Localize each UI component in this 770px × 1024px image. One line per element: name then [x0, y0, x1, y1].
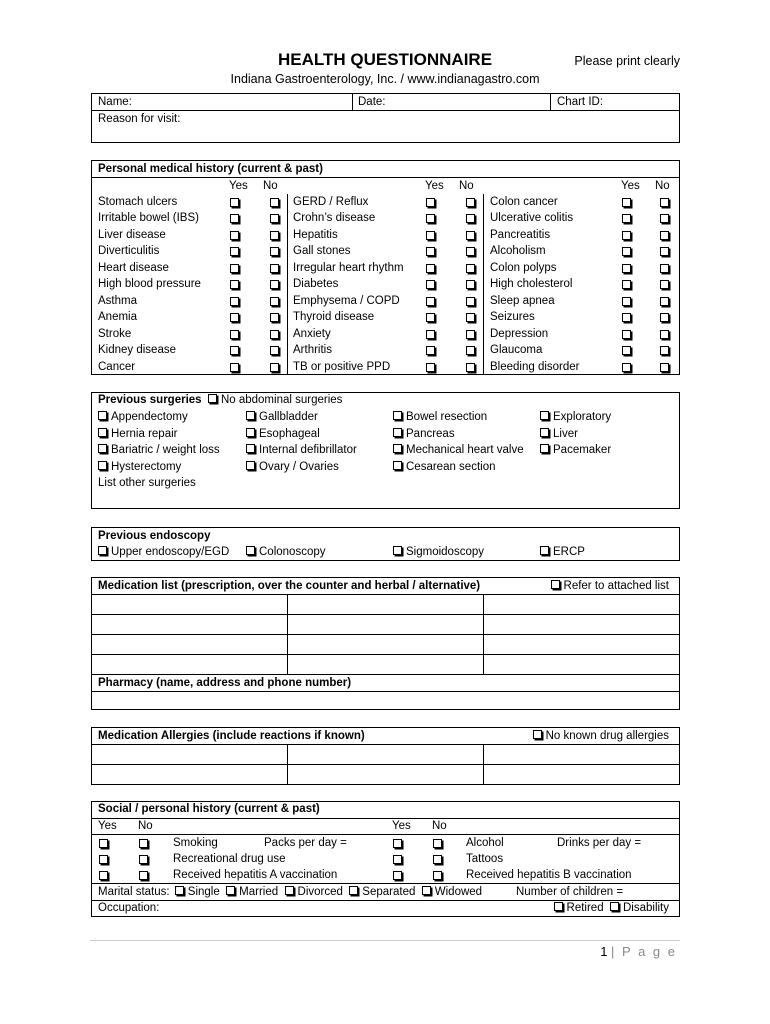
marital-single[interactable]: Single [187, 886, 220, 898]
checkbox[interactable] [393, 546, 402, 555]
drug-use-label: Recreational drug use [173, 853, 286, 865]
marital-status-label: Marital status: [98, 886, 170, 898]
condition-no-checkbox[interactable] [660, 297, 669, 306]
surgery-option[interactable] [393, 443, 524, 458]
no-header: No [263, 180, 278, 192]
surgery-label: Internal defibrillator [259, 444, 357, 456]
condition-label: Crohn’s disease [293, 212, 376, 225]
checkbox[interactable] [393, 411, 402, 420]
condition-yes-checkbox[interactable] [622, 198, 631, 207]
drinks-per-day-label: Drinks per day = [557, 837, 642, 849]
checkbox[interactable] [98, 411, 107, 420]
condition-label: Anxiety [293, 327, 331, 340]
checkbox[interactable] [393, 461, 402, 470]
surgery-option[interactable] [98, 410, 188, 425]
surgery-label: Bariatric / weight loss [111, 444, 220, 456]
checkbox[interactable] [422, 886, 431, 895]
surgery-option[interactable] [98, 443, 220, 458]
condition-no-checkbox[interactable] [466, 231, 475, 240]
condition-label: Pancreatitis [490, 228, 551, 241]
condition-no-checkbox[interactable] [660, 198, 669, 207]
surgery-label: Gallbladder [259, 411, 318, 423]
checkbox[interactable] [285, 886, 294, 895]
checkbox[interactable] [349, 886, 358, 895]
condition-label: Heart disease [98, 261, 169, 274]
checkbox[interactable] [175, 886, 184, 895]
no-abdominal-surgeries-option[interactable]: No abdominal surgeries [220, 394, 343, 406]
condition-label: Gall stones [293, 245, 351, 258]
date-field[interactable]: Date: [358, 96, 386, 108]
condition-no-checkbox[interactable] [660, 231, 669, 240]
checkbox[interactable] [551, 580, 560, 589]
condition-no-checkbox[interactable] [270, 297, 279, 306]
condition-no-checkbox[interactable] [660, 346, 669, 355]
checkbox[interactable] [246, 546, 255, 555]
checkbox[interactable] [540, 444, 549, 453]
surgery-label: Pancreas [406, 427, 455, 440]
condition-yes-checkbox[interactable] [622, 313, 631, 322]
marital-separated[interactable]: Separated [362, 886, 416, 898]
condition-yes-checkbox[interactable] [426, 330, 435, 339]
tattoos-no-checkbox[interactable] [433, 855, 442, 864]
condition-no-checkbox[interactable] [466, 247, 475, 256]
condition-label: Glaucoma [490, 344, 543, 357]
surgery-option[interactable] [393, 460, 496, 475]
surgery-label: Exploratory [553, 411, 612, 423]
checkbox[interactable] [98, 461, 107, 470]
condition-label: Colon polyps [490, 261, 557, 274]
hep-a-yes-checkbox[interactable] [99, 871, 108, 880]
no-header: No [459, 180, 474, 192]
medical-history-title: Personal medical history (current & past) [98, 163, 323, 175]
no-header: No [655, 180, 670, 192]
condition-no-checkbox[interactable] [466, 214, 475, 223]
condition-no-checkbox[interactable] [466, 198, 475, 207]
tattoos-label: Tattoos [466, 853, 504, 865]
yes-header: Yes [425, 180, 444, 192]
condition-no-checkbox[interactable] [660, 280, 669, 289]
condition-yes-checkbox[interactable] [230, 231, 239, 240]
checkbox[interactable] [533, 730, 542, 739]
condition-yes-checkbox[interactable] [230, 363, 239, 372]
page-word: | P a g e [611, 944, 677, 959]
condition-yes-checkbox[interactable] [426, 231, 435, 240]
surgery-label: Appendectomy [111, 411, 188, 423]
condition-no-checkbox[interactable] [466, 297, 475, 306]
condition-no-checkbox[interactable] [660, 247, 669, 256]
condition-yes-checkbox[interactable] [426, 346, 435, 355]
surgery-label: Pacemaker [553, 444, 612, 456]
print-note: Please print clearly [574, 54, 680, 68]
surgeries-title: Previous surgeries [98, 394, 202, 406]
checkbox[interactable] [393, 444, 402, 453]
condition-no-checkbox[interactable] [270, 214, 279, 223]
surgery-label: Esophageal [259, 427, 320, 440]
endoscopy-option[interactable] [393, 545, 484, 560]
condition-no-checkbox[interactable] [466, 280, 475, 289]
surgery-option[interactable] [246, 427, 320, 442]
condition-yes-checkbox[interactable] [622, 231, 631, 240]
condition-label: Seizures [490, 311, 535, 324]
alcohol-label: Alcohol [466, 837, 504, 849]
condition-yes-checkbox[interactable] [230, 346, 239, 355]
condition-label: Hepatitis [293, 228, 338, 241]
surgery-label: Hernia repair [111, 427, 178, 440]
surgery-option[interactable] [98, 427, 177, 442]
checkbox[interactable] [246, 444, 255, 453]
condition-label: Anemia [98, 311, 137, 324]
no-known-allergies-option[interactable]: No known drug allergies [533, 729, 669, 744]
condition-label: Depression [490, 327, 549, 340]
marital-divorced[interactable]: Divorced [297, 886, 343, 898]
surgery-label: Mechanical heart valve [406, 444, 524, 456]
condition-label: Diabetes [293, 278, 339, 291]
yes-header: Yes [229, 180, 248, 192]
checkbox[interactable] [246, 428, 255, 437]
footer-divider [90, 940, 680, 941]
condition-no-checkbox[interactable] [270, 363, 279, 372]
condition-label: High blood pressure [98, 278, 201, 291]
marital-status-row [98, 885, 482, 900]
endoscopy-label: Colonoscopy [259, 546, 326, 558]
condition-label: Liver disease [98, 228, 166, 241]
condition-label: Asthma [98, 294, 137, 307]
checkbox[interactable] [540, 411, 549, 420]
condition-yes-checkbox[interactable] [622, 280, 631, 289]
hep-a-label: Received hepatitis A vaccination [173, 869, 338, 881]
pharmacy-title: Pharmacy (name, address and phone number) [98, 677, 352, 689]
checkbox[interactable] [246, 461, 255, 470]
condition-yes-checkbox[interactable] [230, 280, 239, 289]
surgery-option[interactable] [540, 410, 611, 425]
condition-yes-checkbox[interactable] [230, 198, 239, 207]
hep-b-no-checkbox[interactable] [433, 871, 442, 880]
condition-yes-checkbox[interactable] [426, 313, 435, 322]
reason-field[interactable]: Reason for visit: [98, 113, 181, 125]
surgery-label: Ovary / Ovaries [259, 460, 339, 473]
condition-label: Cancer [98, 360, 136, 373]
condition-yes-checkbox[interactable] [426, 198, 435, 207]
condition-no-checkbox[interactable] [660, 313, 669, 322]
surgery-label: Bowel resection [406, 411, 488, 423]
condition-yes-checkbox[interactable] [426, 247, 435, 256]
condition-yes-checkbox[interactable] [622, 264, 631, 273]
occupation-field[interactable]: Occupation: [98, 902, 160, 914]
tattoos-yes-checkbox[interactable] [393, 855, 402, 864]
condition-yes-checkbox[interactable] [622, 363, 631, 372]
checkbox[interactable] [246, 411, 255, 420]
checkbox[interactable] [540, 428, 549, 437]
condition-yes-checkbox[interactable] [622, 297, 631, 306]
yes-header: Yes [392, 820, 411, 832]
condition-yes-checkbox[interactable] [622, 214, 631, 223]
condition-yes-checkbox[interactable] [426, 264, 435, 273]
surgery-label: Hysterectomy [111, 460, 182, 473]
checkbox[interactable] [610, 902, 619, 911]
condition-no-checkbox[interactable] [466, 264, 475, 273]
condition-no-checkbox[interactable] [466, 330, 475, 339]
condition-label: High cholesterol [490, 278, 573, 291]
checkbox[interactable] [540, 546, 549, 555]
condition-yes-checkbox[interactable] [230, 297, 239, 306]
condition-no-checkbox[interactable] [270, 198, 279, 207]
social-history-title: Social / personal history (current & past) [98, 803, 320, 815]
endoscopy-option[interactable] [98, 545, 229, 560]
condition-label: Arthritis [293, 344, 332, 357]
condition-no-checkbox[interactable] [466, 346, 475, 355]
packs-per-day-label: Packs per day = [264, 837, 347, 849]
checkbox[interactable] [393, 428, 402, 437]
hep-a-no-checkbox[interactable] [139, 871, 148, 880]
endoscopy-option[interactable] [246, 545, 325, 560]
condition-no-checkbox[interactable] [270, 313, 279, 322]
condition-label: Thyroid disease [293, 311, 375, 324]
condition-label: Sleep apnea [490, 294, 555, 307]
condition-yes-checkbox[interactable] [426, 280, 435, 289]
name-field[interactable]: Name: [98, 96, 132, 108]
marital-widowed[interactable]: Widowed [434, 886, 483, 898]
drug-use-yes-checkbox[interactable] [99, 855, 108, 864]
disability-option[interactable]: Disability [622, 902, 669, 914]
employment-status [554, 901, 669, 916]
allergies-title: Medication Allergies (include reactions if known) [98, 730, 365, 742]
checkbox[interactable] [98, 428, 107, 437]
checkbox[interactable] [208, 394, 217, 403]
checkbox[interactable] [98, 444, 107, 453]
condition-label: GERD / Reflux [293, 196, 369, 208]
condition-label: Emphysema / COPD [293, 294, 400, 307]
yes-header: Yes [621, 180, 640, 192]
condition-label: Colon cancer [490, 196, 558, 208]
condition-label: Alcoholism [490, 245, 546, 258]
condition-no-checkbox[interactable] [466, 313, 475, 322]
smoking-no-checkbox[interactable] [139, 839, 148, 848]
condition-label: Irregular heart rhythm [293, 261, 404, 274]
yes-header: Yes [98, 820, 117, 832]
page-number: 1 [600, 944, 608, 959]
surgery-option[interactable] [540, 443, 611, 458]
surgery-option[interactable] [540, 427, 578, 442]
medication-title: Medication list (prescription, over the counter and herbal / alternative) [98, 580, 481, 592]
condition-yes-checkbox[interactable] [230, 330, 239, 339]
retired-option[interactable]: Retired [566, 902, 604, 914]
surgery-option[interactable] [393, 427, 455, 442]
marital-married[interactable]: Married [239, 886, 279, 898]
condition-no-checkbox[interactable] [466, 363, 475, 372]
smoking-label: Smoking [173, 837, 218, 849]
condition-no-checkbox[interactable] [270, 247, 279, 256]
smoking-yes-checkbox[interactable] [99, 839, 108, 848]
surgery-label: Cesarean section [406, 460, 496, 473]
condition-yes-checkbox[interactable] [622, 346, 631, 355]
condition-label: Stomach ulcers [98, 196, 178, 208]
condition-no-checkbox[interactable] [660, 363, 669, 372]
condition-yes-checkbox[interactable] [622, 330, 631, 339]
checkbox[interactable] [226, 886, 235, 895]
condition-no-checkbox[interactable] [270, 264, 279, 273]
page-subtitle: Indiana Gastroenterology, Inc. / www.indianagastro.com [230, 72, 540, 86]
condition-yes-checkbox[interactable] [230, 247, 239, 256]
alcohol-yes-checkbox[interactable] [393, 839, 402, 848]
alcohol-no-checkbox[interactable] [433, 839, 442, 848]
hep-b-label: Received hepatitis B vaccination [466, 869, 632, 881]
condition-no-checkbox[interactable] [660, 264, 669, 273]
condition-no-checkbox[interactable] [660, 214, 669, 223]
condition-no-checkbox[interactable] [270, 231, 279, 240]
surgery-label: Liver [553, 427, 578, 440]
surgery-option[interactable] [246, 443, 357, 458]
condition-yes-checkbox[interactable] [230, 214, 239, 223]
condition-label: Stroke [98, 327, 132, 340]
page-title: HEALTH QUESTIONNAIRE [277, 50, 493, 69]
condition-label: Ulcerative colitis [490, 212, 574, 225]
condition-no-checkbox[interactable] [270, 330, 279, 339]
condition-yes-checkbox[interactable] [230, 313, 239, 322]
condition-no-checkbox[interactable] [270, 346, 279, 355]
surgery-option[interactable] [246, 410, 318, 425]
page-footer [600, 944, 677, 959]
condition-yes-checkbox[interactable] [426, 297, 435, 306]
endoscopy-title: Previous endoscopy [98, 530, 211, 542]
checkbox[interactable] [98, 546, 107, 555]
condition-label: Kidney disease [98, 344, 176, 357]
condition-yes-checkbox[interactable] [426, 214, 435, 223]
no-header: No [138, 820, 153, 832]
surgery-option[interactable] [393, 410, 487, 425]
surgery-option[interactable] [98, 460, 181, 475]
endoscopy-option[interactable] [540, 545, 585, 560]
drug-use-no-checkbox[interactable] [139, 855, 148, 864]
endoscopy-label: Sigmoidoscopy [406, 546, 484, 558]
endoscopy-label: ERCP [553, 546, 585, 558]
no-header: No [432, 820, 447, 832]
attached-list-option[interactable]: Refer to attached list [551, 579, 669, 594]
condition-no-checkbox[interactable] [660, 330, 669, 339]
children-label: Number of children = [516, 886, 624, 898]
endoscopy-label: Upper endoscopy/EGD [111, 546, 230, 558]
condition-label: Diverticulitis [98, 245, 160, 258]
condition-yes-checkbox[interactable] [622, 247, 631, 256]
surgery-option[interactable] [246, 460, 339, 475]
condition-yes-checkbox[interactable] [230, 264, 239, 273]
condition-no-checkbox[interactable] [270, 280, 279, 289]
condition-label: Irritable bowel (IBS) [98, 212, 199, 225]
chart-id-field[interactable]: Chart ID: [557, 96, 604, 108]
condition-label: TB or positive PPD [293, 360, 391, 373]
hep-b-yes-checkbox[interactable] [393, 871, 402, 880]
condition-yes-checkbox[interactable] [426, 363, 435, 372]
checkbox[interactable] [554, 902, 563, 911]
condition-label: Bleeding disorder [490, 360, 580, 373]
other-surgeries-label: List other surgeries [98, 477, 196, 489]
